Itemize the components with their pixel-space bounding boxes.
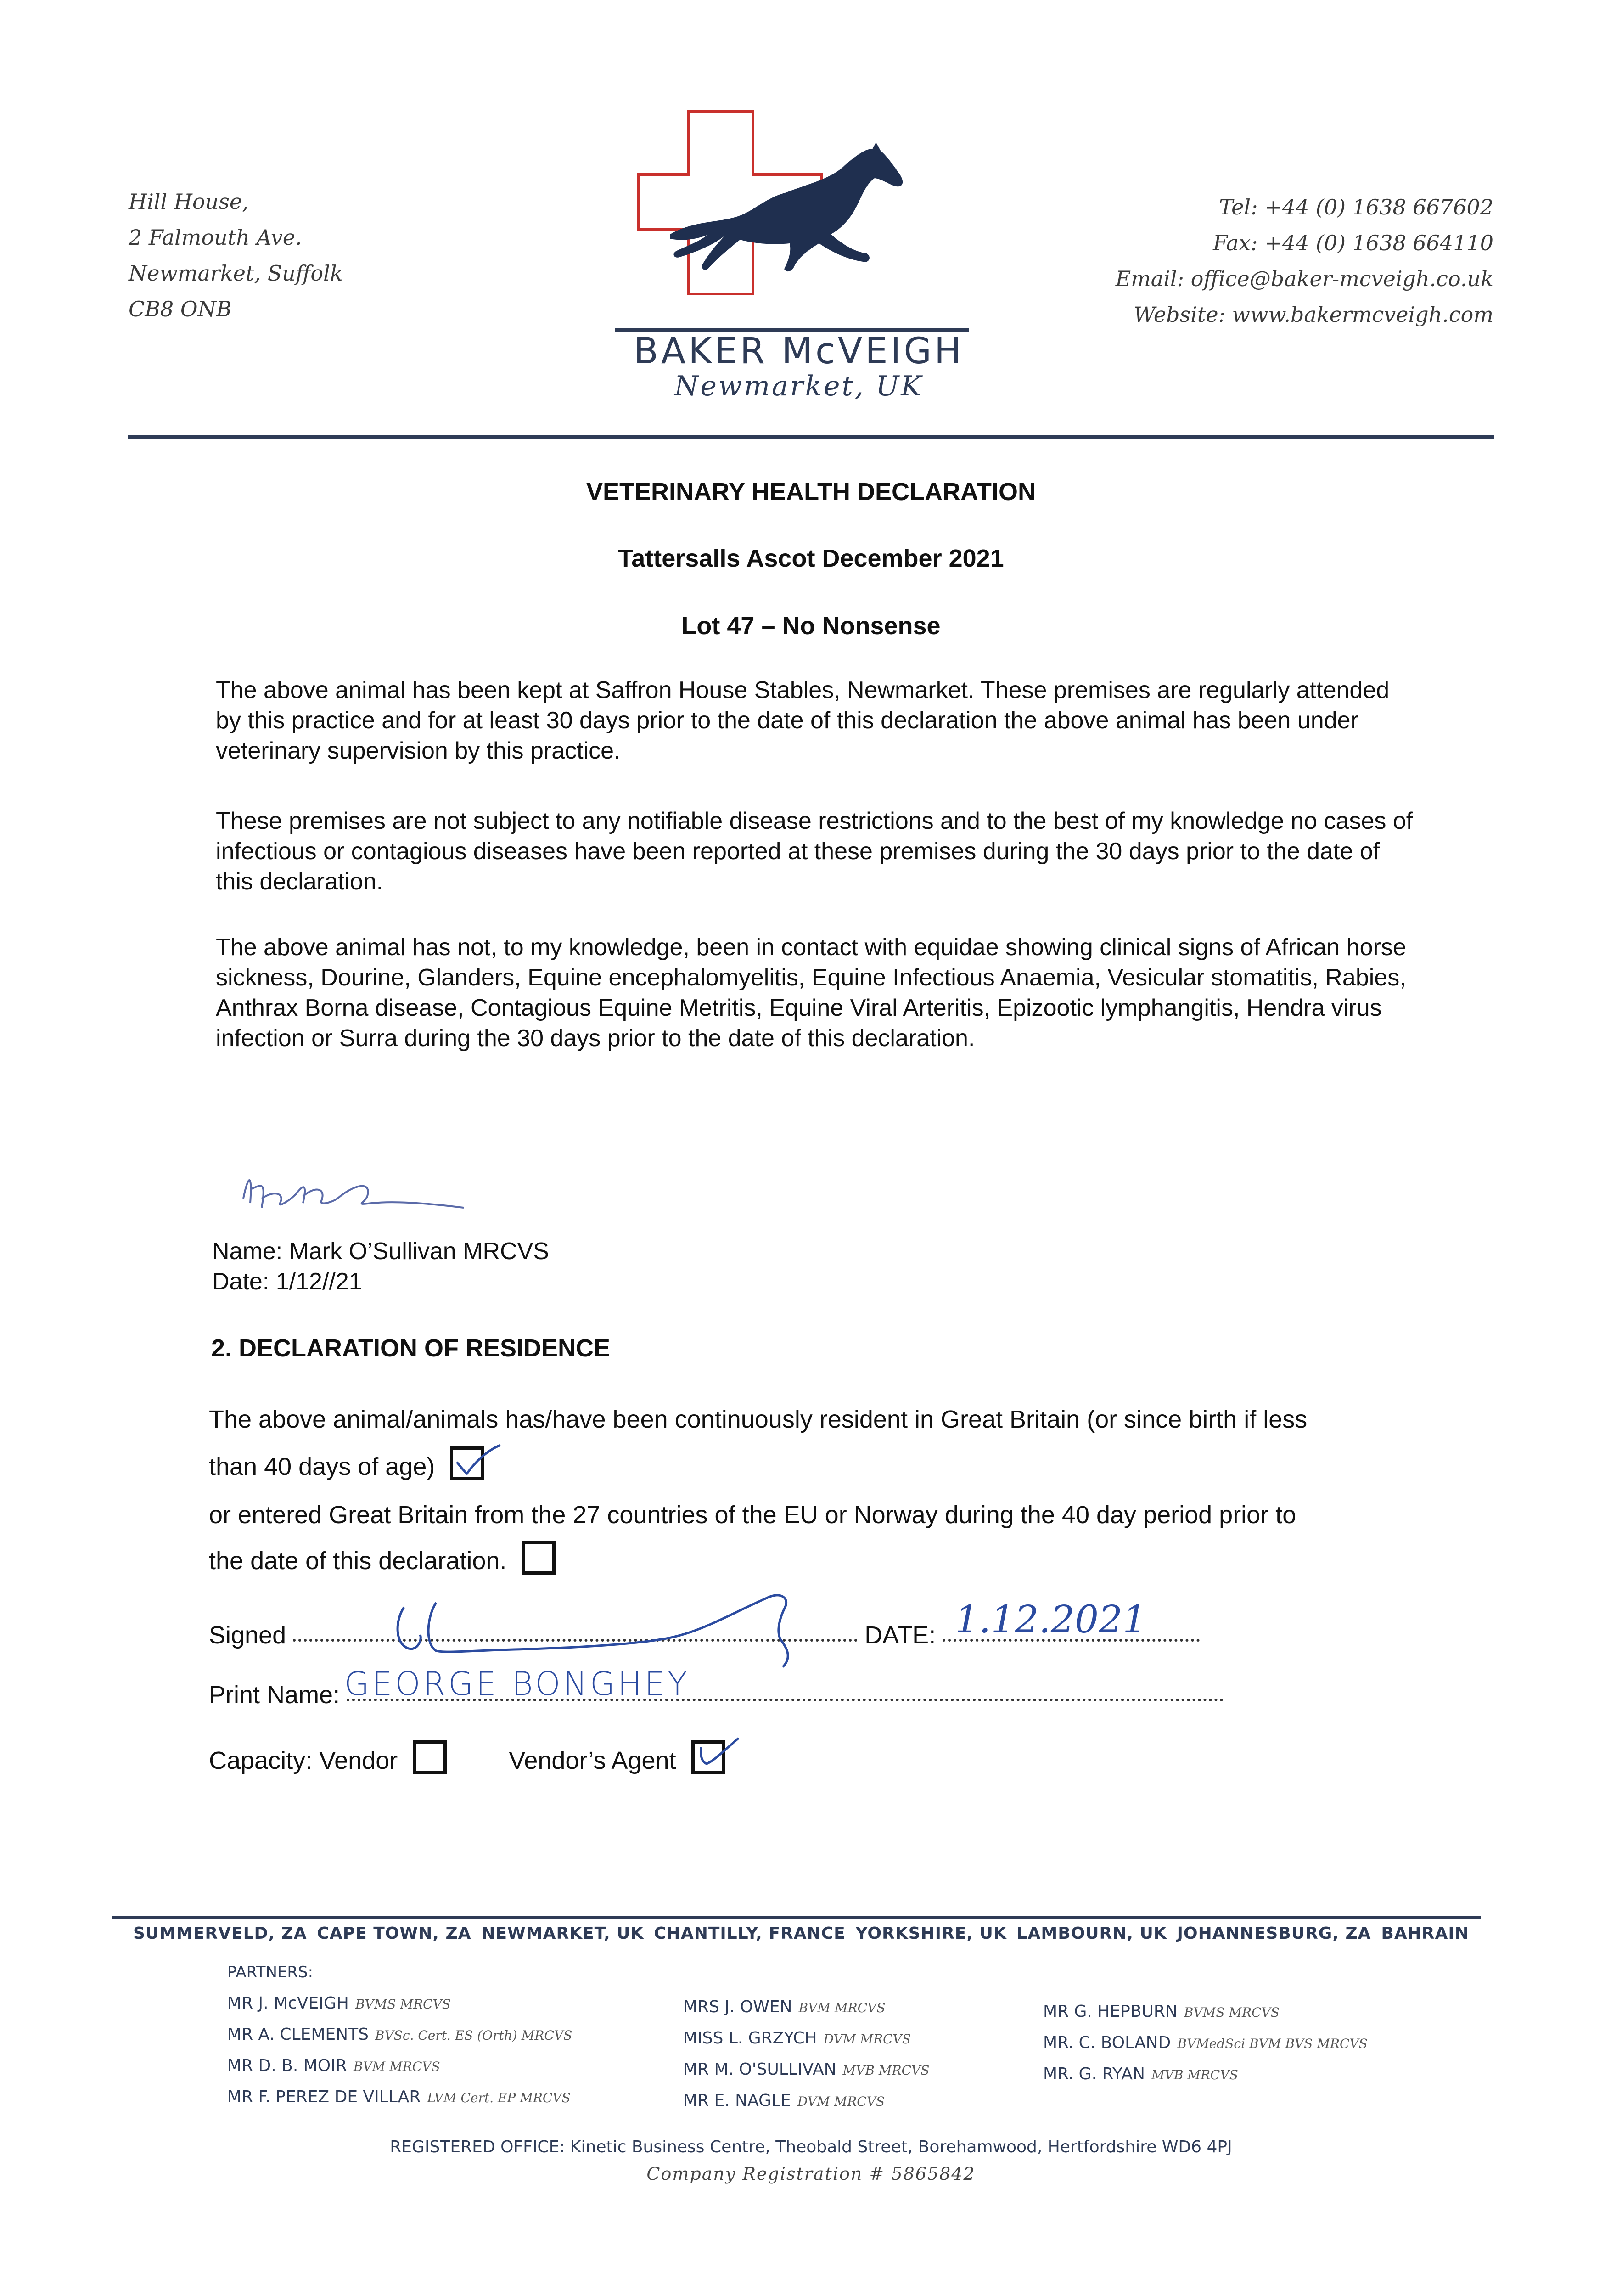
partner-entry bbox=[1043, 2028, 1368, 2059]
office-location: CAPE TOWN, ZA bbox=[317, 1924, 471, 1943]
address-line: 2 Falmouth Ave. bbox=[129, 225, 302, 250]
lot-title: Lot 47 – No Nonsense bbox=[681, 612, 941, 640]
partner-qualifications: BVM MRCVS bbox=[798, 2000, 886, 2015]
vendor-checkbox[interactable] bbox=[413, 1740, 447, 1774]
residence-option-resident bbox=[209, 1446, 484, 1481]
paragraph-diseases: The above animal has not, to my knowledge, been in contact with equidae showing clinical signs of African horse sickness, Dourine, Glanders, Equine encephalomyelitis, Equine Infectious Anaemia, Vesicular stomatitis, Rabies, Anthrax Borna disease, Contagious Equine Metritis, Equine Viral Arteritis, Epizootic lymphangitis, Hendra virus infection or Surra during the 30 days prior to the date of this declaration. bbox=[216, 934, 1406, 1052]
footer-divider bbox=[112, 1916, 1481, 1919]
partner-name: MR F. PEREZ DE VILLAR bbox=[227, 2088, 421, 2106]
partner-name: MR G. HEPBURN bbox=[1043, 2002, 1178, 2021]
paragraph-premises: The above animal has been kept at Saffron House Stables, Newmarket. These premises are regularly attended by this practice and for at least 30 days prior to the date of this declaration the above animal has been under veterinary supervision by this practice. bbox=[216, 677, 1390, 764]
capacity-label: Capacity: Vendor bbox=[209, 1747, 398, 1774]
vet-details bbox=[212, 1236, 549, 1297]
partner-entry bbox=[683, 2054, 929, 2086]
fax: Fax: +44 (0) 1638 664110 bbox=[1212, 231, 1493, 255]
address-line: CB8 ONB bbox=[129, 297, 232, 321]
partner-qualifications: DVM MRCVS bbox=[797, 2094, 885, 2109]
vet-signature bbox=[234, 1157, 473, 1235]
check-mark-icon bbox=[452, 1441, 503, 1483]
partner-entry bbox=[227, 1988, 572, 2020]
partners-heading: PARTNERS: bbox=[227, 1963, 314, 1981]
office-location: JOHANNESBURG, ZA bbox=[1177, 1924, 1371, 1943]
partner-qualifications: BVSc. Cert. ES (Orth) MRCVS bbox=[375, 2028, 572, 2043]
partners-column-3 bbox=[1043, 1997, 1368, 2090]
phone: Tel: +44 (0) 1638 667602 bbox=[1219, 195, 1493, 219]
office-location: NEWMARKET, UK bbox=[481, 1924, 644, 1943]
partner-qualifications: DVM MRCVS bbox=[823, 2032, 911, 2047]
partner-entry bbox=[227, 2051, 572, 2082]
agent-label: Vendor’s Agent bbox=[509, 1747, 676, 1774]
partner-qualifications: BVMS MRCVS bbox=[355, 1997, 451, 2012]
partner-name: MR M. O'SULLIVAN bbox=[683, 2060, 836, 2079]
partner-qualifications: BVMS MRCVS bbox=[1184, 2005, 1280, 2020]
residence-option-entered bbox=[209, 1541, 556, 1575]
date-label: DATE: bbox=[864, 1621, 936, 1649]
partner-entry bbox=[227, 2020, 572, 2051]
partner-qualifications: MVB MRCVS bbox=[1151, 2067, 1238, 2082]
partners-column-2 bbox=[683, 1992, 929, 2117]
header-divider bbox=[128, 435, 1494, 439]
residence-line-1: The above animal/animals has/have been continuously resident in Great Britain (or since birth if less bbox=[209, 1406, 1308, 1433]
website: Website: www.bakermcveigh.com bbox=[1134, 302, 1493, 327]
print-name-label: Print Name: bbox=[209, 1681, 340, 1709]
partner-name: MISS L. GRZYCH bbox=[683, 2029, 817, 2048]
entered-checkbox[interactable] bbox=[522, 1541, 556, 1575]
paragraph-restrictions: These premises are not subject to any notifiable disease restrictions and to the best of my knowledge no cases of infectious or contagious diseases have been reported at these premises during the 30 days prior to the date of this declaration. bbox=[216, 808, 1413, 895]
agent-checkbox[interactable] bbox=[691, 1740, 725, 1774]
residence-line-3: or entered Great Britain from the 27 countries of the EU or Norway during the 40 day period prior to bbox=[209, 1501, 1296, 1529]
partner-entry bbox=[683, 1992, 929, 2023]
document-title: VETERINARY HEALTH DECLARATION bbox=[586, 478, 1036, 506]
partner-name: MRS J. OWEN bbox=[683, 1998, 792, 2016]
contact-details bbox=[1116, 189, 1493, 332]
office-location: BAHRAIN bbox=[1381, 1924, 1469, 1943]
partner-name: MR. C. BOLAND bbox=[1043, 2033, 1171, 2052]
residence-line-2: than 40 days of age) bbox=[209, 1453, 435, 1480]
email: Email: office@baker-mcveigh.co.uk bbox=[1115, 266, 1493, 291]
check-mark-icon bbox=[693, 1733, 743, 1779]
partner-qualifications: MVB MRCVS bbox=[842, 2063, 930, 2078]
office-location: SUMMERVELD, ZA bbox=[133, 1924, 307, 1943]
registered-office: REGISTERED OFFICE: Kinetic Business Centre, Theobald Street, Borehamwood, Hertfordshire WD6 4PJ bbox=[390, 2138, 1232, 2156]
print-name-value: GEORGE BONGHEY bbox=[344, 1665, 690, 1703]
partner-name: MR A. CLEMENTS bbox=[227, 2025, 369, 2044]
partner-entry bbox=[1043, 2059, 1368, 2090]
resident-checkbox[interactable] bbox=[450, 1446, 484, 1480]
brand-name: BAKER McVEIGH bbox=[634, 331, 964, 372]
partner-name: MR D. B. MOIR bbox=[227, 2056, 347, 2075]
horse-icon bbox=[670, 142, 903, 271]
partner-name: MR J. McVEIGH bbox=[227, 1994, 349, 2013]
sender-address bbox=[129, 184, 343, 327]
office-location: LAMBOURN, UK bbox=[1016, 1924, 1167, 1943]
brand-block bbox=[615, 331, 982, 402]
office-location: YORKSHIRE, UK bbox=[855, 1924, 1007, 1943]
vet-name: Name: Mark O’Sullivan MRCVS bbox=[212, 1238, 549, 1265]
brand-location: Newmarket, UK bbox=[674, 370, 924, 402]
company-registration: Company Registration # 5865842 bbox=[646, 2164, 976, 2184]
partner-entry bbox=[683, 2023, 929, 2054]
capacity-row bbox=[209, 1740, 725, 1775]
partner-entry bbox=[683, 2086, 929, 2117]
vet-date: Date: 1/12//21 bbox=[212, 1268, 362, 1295]
signed-label: Signed bbox=[209, 1621, 286, 1649]
partner-qualifications: BVMedSci BVM BVS MRCVS bbox=[1177, 2036, 1368, 2051]
address-line: Hill House, bbox=[129, 189, 249, 214]
address-line: Newmarket, Suffolk bbox=[129, 261, 343, 286]
partners-column-1 bbox=[227, 1988, 572, 2113]
office-location: CHANTILLY, FRANCE bbox=[654, 1924, 846, 1943]
partner-entry bbox=[227, 2082, 572, 2113]
sale-name: Tattersalls Ascot December 2021 bbox=[618, 545, 1004, 572]
partner-entry bbox=[1043, 1997, 1368, 2028]
partner-name: MR E. NAGLE bbox=[683, 2091, 791, 2110]
partner-qualifications: BVM MRCVS bbox=[353, 2059, 440, 2074]
residence-heading: 2. DECLARATION OF RESIDENCE bbox=[211, 1334, 611, 1362]
partner-qualifications: LVM Cert. EP MRCVS bbox=[427, 2090, 571, 2105]
residence-line-4: the date of this declaration. bbox=[209, 1547, 507, 1575]
signed-date-value: 1.12.2021 bbox=[955, 1598, 1147, 1642]
partner-name: MR. G. RYAN bbox=[1043, 2065, 1145, 2083]
office-locations bbox=[133, 1924, 1469, 1943]
